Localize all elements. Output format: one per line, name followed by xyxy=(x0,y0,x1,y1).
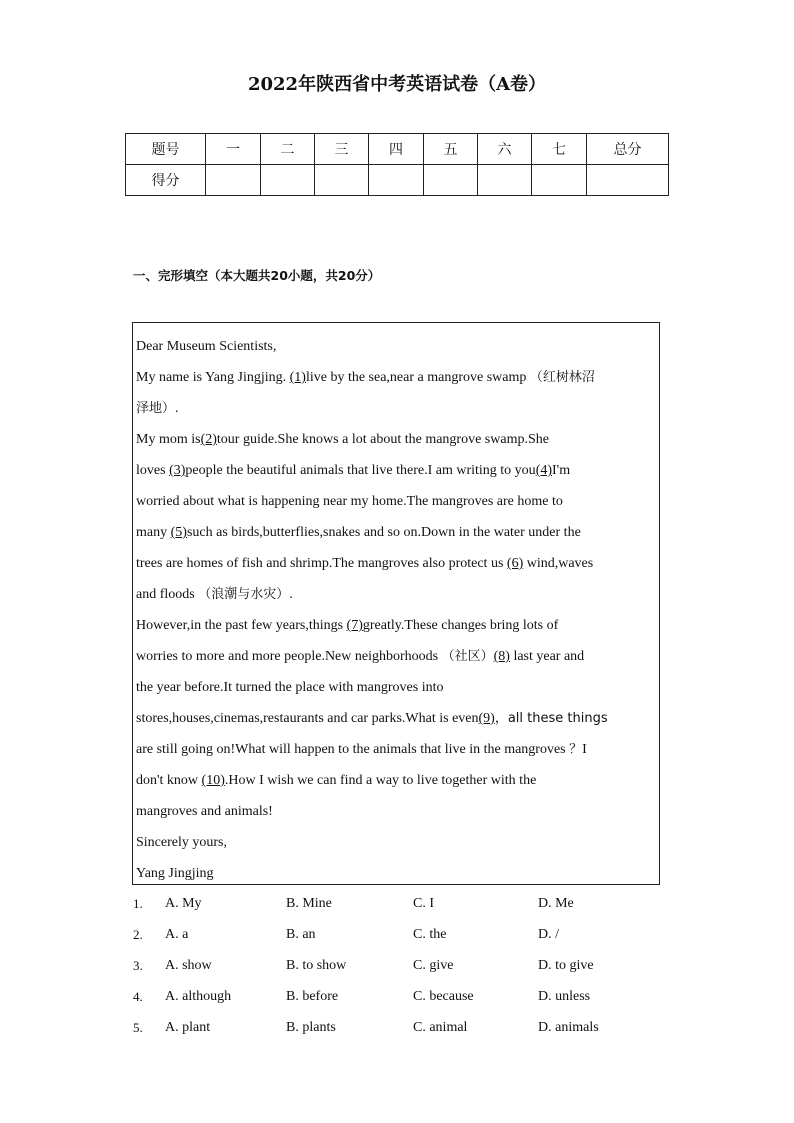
option-d: D. animals xyxy=(538,1020,599,1035)
question-options xyxy=(133,922,693,953)
blank-4: (4) xyxy=(535,463,553,478)
option-d: D. unless xyxy=(538,989,591,1004)
passage-line: stores,houses,cinemas,restaurants and car parks.What is even(9)，all these things xyxy=(136,711,608,726)
passage-line: and floods （浪潮与水灾）. xyxy=(136,587,293,602)
section-heading: 一、完形填空（本大题共20小题，共20分） xyxy=(133,268,381,283)
blank-10: (10) xyxy=(201,773,225,788)
blank-9: (9) xyxy=(478,711,495,726)
blank-2: (2) xyxy=(200,432,217,447)
option-b: B. plants xyxy=(286,1020,336,1035)
blank-6: (6) xyxy=(506,556,524,571)
passage-line: My mom is(2)tour guide.She knows a lot about the mangrove swamp.She xyxy=(136,432,549,447)
option-b: B. to show xyxy=(286,958,347,973)
score-header-cell: 五 xyxy=(424,134,478,165)
passage-line: don't know (10).How I wish we can find a way to live together with the xyxy=(136,773,537,788)
option-a: A. plant xyxy=(165,1020,211,1035)
question-number: 4. xyxy=(133,989,143,1004)
passage-line: many (5)such as birds,butterflies,snakes and so on.Down in the water under the xyxy=(136,525,581,540)
passage-closing: Sincerely yours, xyxy=(136,835,227,850)
option-b: B. before xyxy=(286,989,339,1004)
option-c: C. give xyxy=(413,958,454,973)
score-header-cell: 题号 xyxy=(126,134,206,165)
score-header-cell: 一 xyxy=(206,134,261,165)
blank-5: (5) xyxy=(170,525,187,540)
score-row-label: 得分 xyxy=(126,165,206,196)
question-options xyxy=(133,1015,693,1046)
score-table xyxy=(125,133,669,196)
score-cell xyxy=(206,165,261,196)
option-b: B. Mine xyxy=(286,896,332,911)
blank-7: (7) xyxy=(346,618,363,633)
score-cell xyxy=(478,165,532,196)
question-options xyxy=(133,953,693,984)
score-header-cell: 七 xyxy=(532,134,587,165)
question-number: 2. xyxy=(133,927,143,942)
option-a: A. show xyxy=(165,958,212,973)
passage-signature: Yang Jingjing xyxy=(136,866,214,881)
question-number: 5. xyxy=(133,1020,143,1035)
option-d: D. / xyxy=(538,927,559,942)
passage-greeting: Dear Museum Scientists, xyxy=(136,339,277,354)
passage-line: However,in the past few years,things (7)greatly.These changes bring lots of xyxy=(136,618,559,633)
score-cell xyxy=(315,165,369,196)
option-c: C. because xyxy=(413,989,474,1004)
answer-options xyxy=(133,891,693,1046)
score-cell xyxy=(532,165,587,196)
option-c: C. I xyxy=(413,896,434,911)
score-cell xyxy=(369,165,424,196)
question-number: 1. xyxy=(133,896,143,911)
question-options xyxy=(133,891,693,922)
blank-8: (8) xyxy=(493,649,510,664)
score-cell xyxy=(424,165,478,196)
passage-line: loves (3)people the beautiful animals that live there.I am writing to you(4)I'm xyxy=(136,463,571,478)
option-a: A. although xyxy=(165,989,232,1004)
passage-line: 泽地）. xyxy=(136,401,179,416)
score-cell xyxy=(587,165,669,196)
score-header-cell: 总分 xyxy=(587,134,669,165)
question-options xyxy=(133,984,693,1015)
page-title: 2022年陕西省中考英语试卷（A卷） xyxy=(247,74,547,95)
passage-line: worried about what is happening near my home.The mangroves are home to xyxy=(136,494,563,509)
option-a: A. My xyxy=(165,896,202,911)
score-cell xyxy=(261,165,315,196)
passage-line: the year before.It turned the place with mangroves into xyxy=(136,680,444,695)
score-header-cell: 三 xyxy=(315,134,369,165)
score-header-cell: 二 xyxy=(261,134,315,165)
option-b: B. an xyxy=(286,927,316,942)
blank-3: (3) xyxy=(169,463,186,478)
question-number: 3. xyxy=(133,958,143,973)
passage-line: are still going on!What will happen to the animals that live in the mangroves ？I xyxy=(136,742,587,757)
passage-line: My name is Yang Jingjing. (1)live by the sea,near a mangrove swamp （红树林沼 xyxy=(136,370,595,385)
option-d: D. Me xyxy=(538,896,574,911)
score-header-cell: 六 xyxy=(478,134,532,165)
cloze-passage-box xyxy=(132,322,660,885)
score-header-cell: 四 xyxy=(369,134,424,165)
passage-line: trees are homes of fish and shrimp.The mangroves also protect us (6) wind,waves xyxy=(136,556,594,571)
option-d: D. to give xyxy=(538,958,594,973)
passage-line: mangroves and animals! xyxy=(136,804,273,819)
option-a: A. a xyxy=(165,927,189,942)
option-c: C. the xyxy=(413,927,447,942)
score-table-header-row xyxy=(126,134,669,165)
passage-line: worries to more and more people.New neighborhoods （社区）(8) last year and xyxy=(136,649,585,664)
option-c: C. animal xyxy=(413,1020,468,1035)
score-table-score-row xyxy=(126,165,669,196)
blank-1: (1) xyxy=(289,370,306,385)
